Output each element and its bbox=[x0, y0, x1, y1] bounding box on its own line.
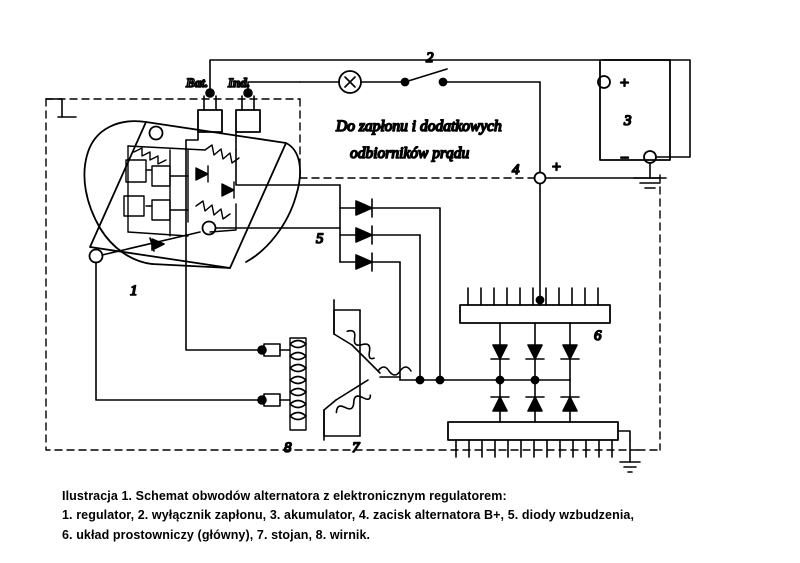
label-8: 8 bbox=[284, 440, 292, 456]
label-6: 6 bbox=[594, 328, 602, 344]
node-phase-1 bbox=[496, 376, 503, 383]
label-7: 7 bbox=[352, 440, 360, 456]
rectifier-lower-heatsink bbox=[448, 422, 618, 457]
node-phase-2 bbox=[531, 376, 538, 383]
rectifier-upper-diodes bbox=[491, 323, 579, 380]
battery-box bbox=[598, 60, 690, 188]
note-line-2: odbiorników prądu bbox=[350, 145, 470, 162]
terminal-plus-sign: + bbox=[552, 159, 562, 176]
regulator-terminal-right bbox=[203, 222, 216, 235]
regulator-block bbox=[84, 121, 300, 268]
terminal-posts bbox=[186, 89, 260, 150]
battery-minus-sign: − bbox=[620, 150, 630, 167]
node-phase-4 bbox=[416, 376, 423, 383]
label-1: 1 bbox=[130, 283, 138, 299]
battery-plus-sign: + bbox=[620, 75, 630, 92]
alternator-terminal-bplus bbox=[535, 82, 661, 300]
label-ind: Ind. bbox=[228, 75, 251, 90]
wire-ind-to-lamp bbox=[248, 82, 300, 93]
label-5: 5 bbox=[316, 231, 324, 247]
label-4: 4 bbox=[512, 162, 520, 178]
regulator-internal-circuit bbox=[124, 145, 239, 236]
wire-bat-to-battery bbox=[210, 60, 600, 93]
label-3: 3 bbox=[624, 113, 632, 129]
label-bat: Bat. bbox=[186, 75, 209, 90]
caption-title: Ilustracja 1. Schemat obwodów alternatora z elektronicznym regulatorem: bbox=[62, 489, 507, 503]
rectifier-lower-diodes bbox=[491, 380, 579, 422]
caption-legend-2: 6. układ prostowniczy (główny), 7. stojan, 8. wirnik. bbox=[62, 527, 371, 542]
ignition-switch bbox=[401, 69, 540, 86]
regulator-terminal-top bbox=[150, 127, 163, 140]
rectifier-upper-heatsink bbox=[460, 288, 610, 323]
node-phase-3 bbox=[436, 376, 443, 383]
stator-y-connection bbox=[324, 310, 360, 436]
label-2: 2 bbox=[426, 50, 434, 66]
figure-caption bbox=[62, 487, 762, 545]
stator-winding bbox=[324, 300, 411, 440]
charge-indicator-lamp bbox=[300, 71, 405, 93]
note-line-1: Do zapłonu i dodatkowych bbox=[336, 118, 502, 135]
regulator-terminal-bottom bbox=[90, 250, 103, 263]
frame-ground-left bbox=[46, 99, 76, 117]
excitation-diodes bbox=[236, 150, 440, 380]
caption-legend-1: 1. regulator, 2. wyłącznik zapłonu, 3. akumulator, 4. zacisk alternatora B+, 5. diody wzbudzenia, bbox=[62, 508, 635, 523]
